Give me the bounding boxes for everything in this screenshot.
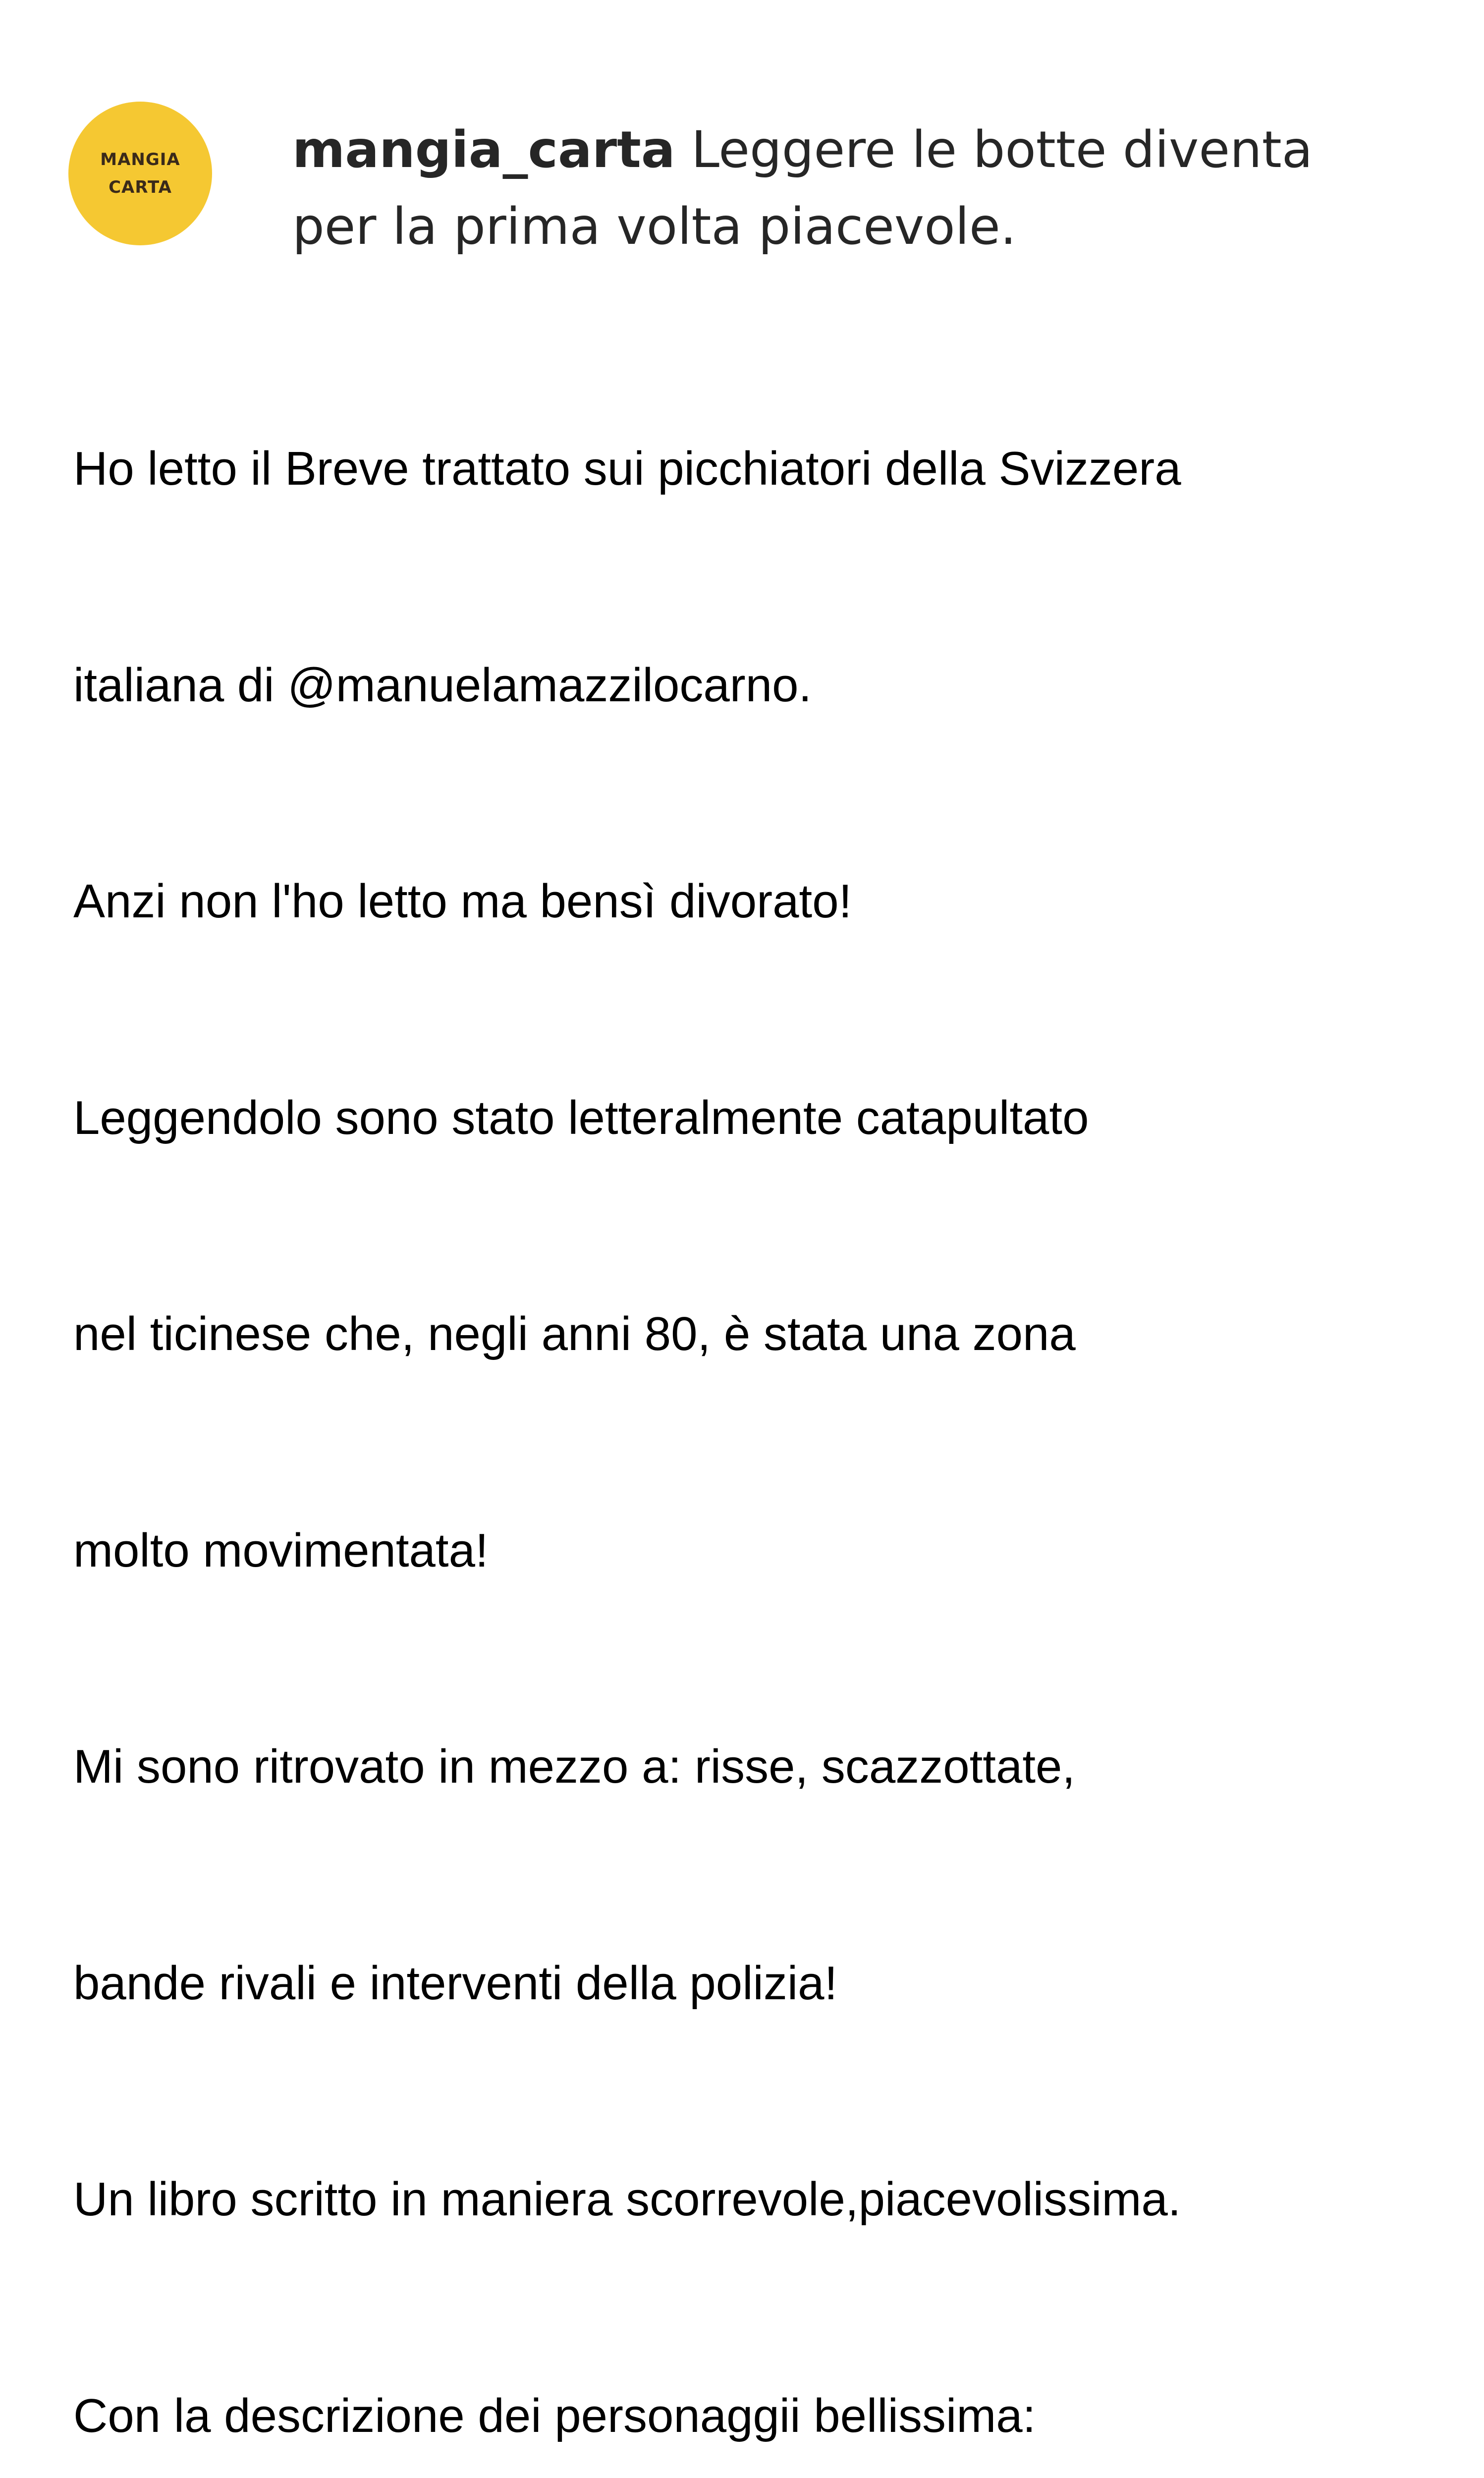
post-header: [68, 102, 1436, 265]
review-line: molto movimentata!: [73, 1523, 489, 1577]
avatar[interactable]: [68, 102, 212, 245]
review-line: Mi sono ritrovato in mezzo a: risse, scazzottate,: [73, 1740, 1076, 1793]
review-text: [73, 288, 1471, 2478]
caption-text-line2: per la prima volta piacevole.: [292, 197, 1017, 256]
review-line: Ho letto il Breve trattato sui picchiatori della Svizzera: [73, 442, 1181, 495]
review-line: Con la descrizione dei personaggii bellissima:: [73, 2389, 1036, 2442]
review-line: nel ticinese che, negli anni 80, è stata una zona: [73, 1307, 1076, 1360]
caption: [292, 112, 1432, 265]
avatar-text-line2: CARTA: [109, 177, 172, 197]
review-line: Leggendolo sono stato letteralmente catapultato: [73, 1091, 1089, 1144]
review-line: italiana di @manuelamazzilocarno.: [73, 658, 812, 712]
review-line: Anzi non l'ho letto ma bensì divorato!: [73, 875, 852, 928]
review-line: bande rivali e interventi della polizia!: [73, 1956, 838, 2010]
caption-text-line1: Leggere le botte diventa: [691, 120, 1313, 179]
review-line: Un libro scritto in maniera scorrevole,piacevolissima.: [73, 2173, 1181, 2226]
username-link[interactable]: mangia_carta: [292, 120, 675, 179]
avatar-text-line1: MANGIA: [100, 150, 180, 169]
